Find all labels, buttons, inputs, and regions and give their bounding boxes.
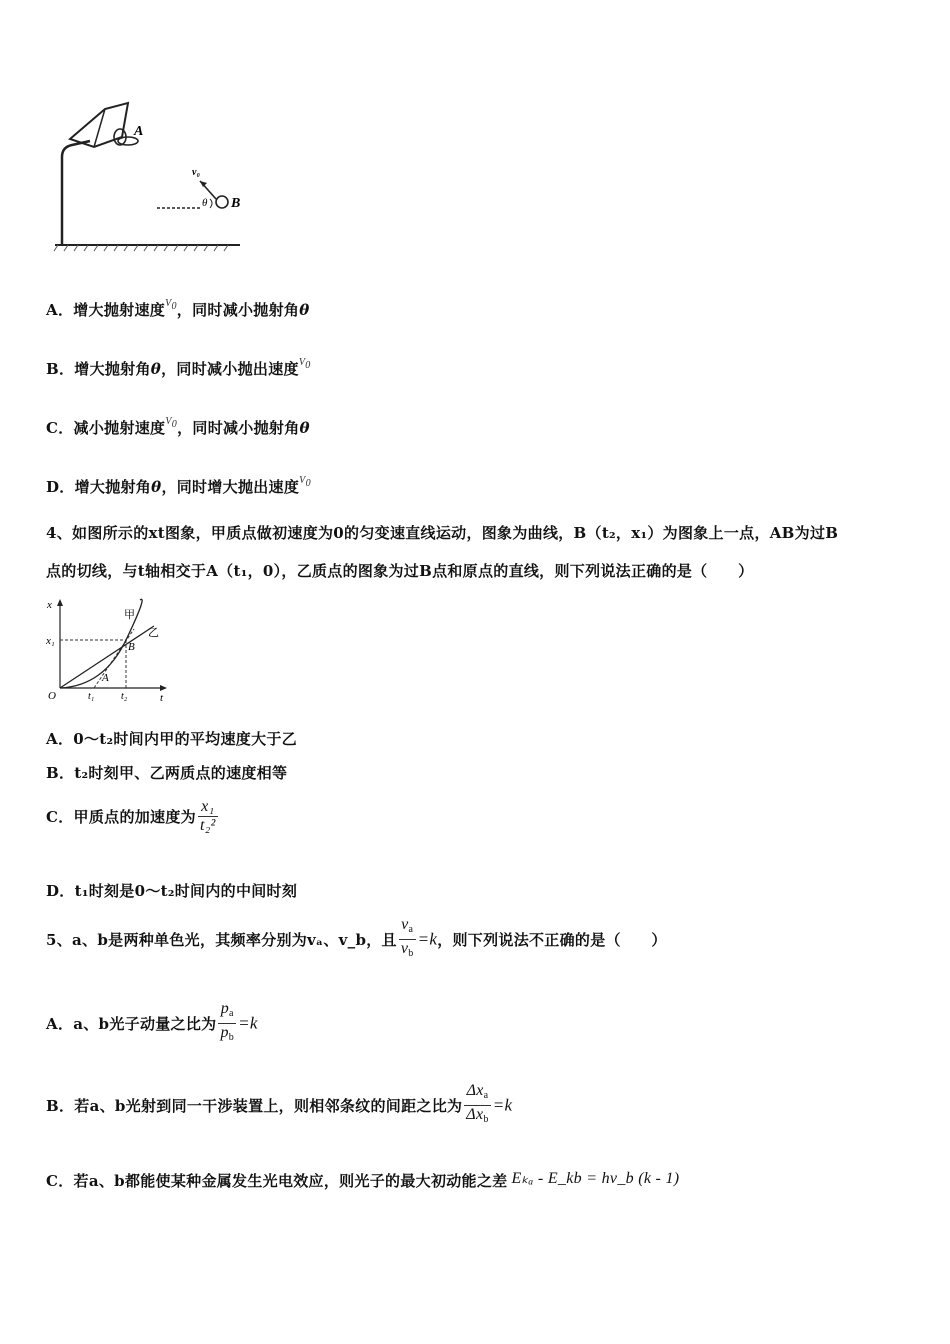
- theta-symbol: θ: [150, 360, 162, 378]
- option-text: 增大抛射角: [74, 360, 151, 378]
- option-text: ，同时减小抛射角: [177, 419, 300, 437]
- q3-option-d[interactable]: [46, 475, 311, 497]
- axis-t-label: t: [160, 692, 164, 704]
- frequency-ratio: $\frac{va}{vb}$: [400, 916, 414, 959]
- q3-option-c[interactable]: [46, 416, 310, 438]
- label-theta: θ: [202, 197, 208, 209]
- curve-jia-label: 甲: [124, 608, 135, 621]
- line-yi-label: 乙: [148, 626, 159, 639]
- option-text: 增大抛射角: [74, 478, 152, 496]
- option-letter: A．: [46, 301, 74, 319]
- q4-stem-line1: 4、如图所示的xt图象，甲质点做初速度为0的匀变速直线运动，图象为曲线，B（t₂，x₁）为图象上一点，AB为过B: [46, 524, 839, 542]
- v0-symbol: V0: [298, 357, 311, 371]
- option-text: ，同时减小抛射角: [176, 301, 300, 319]
- q4-option-b[interactable]: B．t₂时刻甲、乙两质点的速度相等: [46, 764, 288, 782]
- point-a-label: A: [102, 672, 109, 684]
- option-text: ，同时减小抛出速度: [161, 360, 299, 378]
- t2-label: t₂: [121, 691, 128, 702]
- axis-x-label: x: [47, 599, 52, 611]
- energy-formula: Eₖₐ - E_kb = hv_b (k - 1): [511, 1170, 680, 1187]
- label-v0: v₀: [192, 167, 200, 178]
- basketball-figure: [50, 95, 260, 260]
- label-a: A: [134, 124, 144, 139]
- v0-symbol: V0: [299, 475, 311, 489]
- fringe-spacing-ratio: $\frac{\text{Δxa}}{\text{Δxb}}$: [466, 1082, 489, 1125]
- q5-option-a[interactable]: A．a、b光子动量之比为 $\frac{pa}{pb}$ =k: [46, 1000, 258, 1047]
- option-text: 减小抛射速度: [73, 419, 166, 437]
- option-letter: D．: [46, 478, 75, 496]
- point-b-label: B: [128, 641, 135, 653]
- option-text: ，同时增大抛出速度: [161, 478, 300, 496]
- momentum-ratio: $\frac{pa}{pb}$: [220, 1000, 235, 1043]
- q5-option-b[interactable]: B．若a、b光射到同一干涉装置上，则相邻条纹的间距之比为 $\frac{\text{Δxa}}{\text{Δxb}}$ =k: [46, 1082, 512, 1129]
- theta-symbol: θ: [299, 419, 310, 437]
- option-text: C．甲质点的加速度为: [46, 808, 196, 826]
- q4-stem-line2: 点的切线，与t轴相交于A（t₁，0），乙质点的图象为过B点和原点的直线，则下列说法正确的是（ ）: [46, 562, 754, 580]
- q4-option-c[interactable]: [46, 798, 220, 835]
- v0-symbol: V0: [165, 298, 177, 312]
- q3-option-a[interactable]: [46, 298, 310, 320]
- q4-option-a[interactable]: A．0～t₂时间内甲的平均速度大于乙: [46, 730, 297, 748]
- t1-label: t₁: [88, 691, 95, 702]
- origin-label: O: [48, 690, 56, 702]
- theta-symbol: θ: [151, 478, 162, 496]
- option-letter: C．: [46, 419, 74, 437]
- q3-option-b[interactable]: [46, 357, 311, 379]
- xt-graph: [44, 596, 174, 704]
- label-b: B: [231, 196, 241, 211]
- x1-label: x₁: [46, 635, 55, 647]
- q4-option-d[interactable]: D．t₁时刻是0～t₂时间内的中间时刻: [46, 882, 298, 900]
- acceleration-fraction: $\frac{\text{x₁}}{\text{t₂²}}$: [199, 798, 216, 834]
- q5-stem: 5、a、b是两种单色光，其频率分别为vₐ、v_b，且 $\frac{va}{vb}$ =k，则下列说法不正确的是（ ）: [46, 916, 667, 963]
- v0-symbol: V0: [165, 416, 178, 430]
- q5-option-c[interactable]: C．若a、b都能使某种金属发生光电效应，则光子的最大初动能之差 Eₖₐ - E_kb = hv_b (k - 1): [46, 1170, 680, 1190]
- option-letter: B．: [46, 360, 75, 378]
- theta-symbol: θ: [299, 301, 310, 319]
- option-text: 增大抛射速度: [73, 301, 166, 319]
